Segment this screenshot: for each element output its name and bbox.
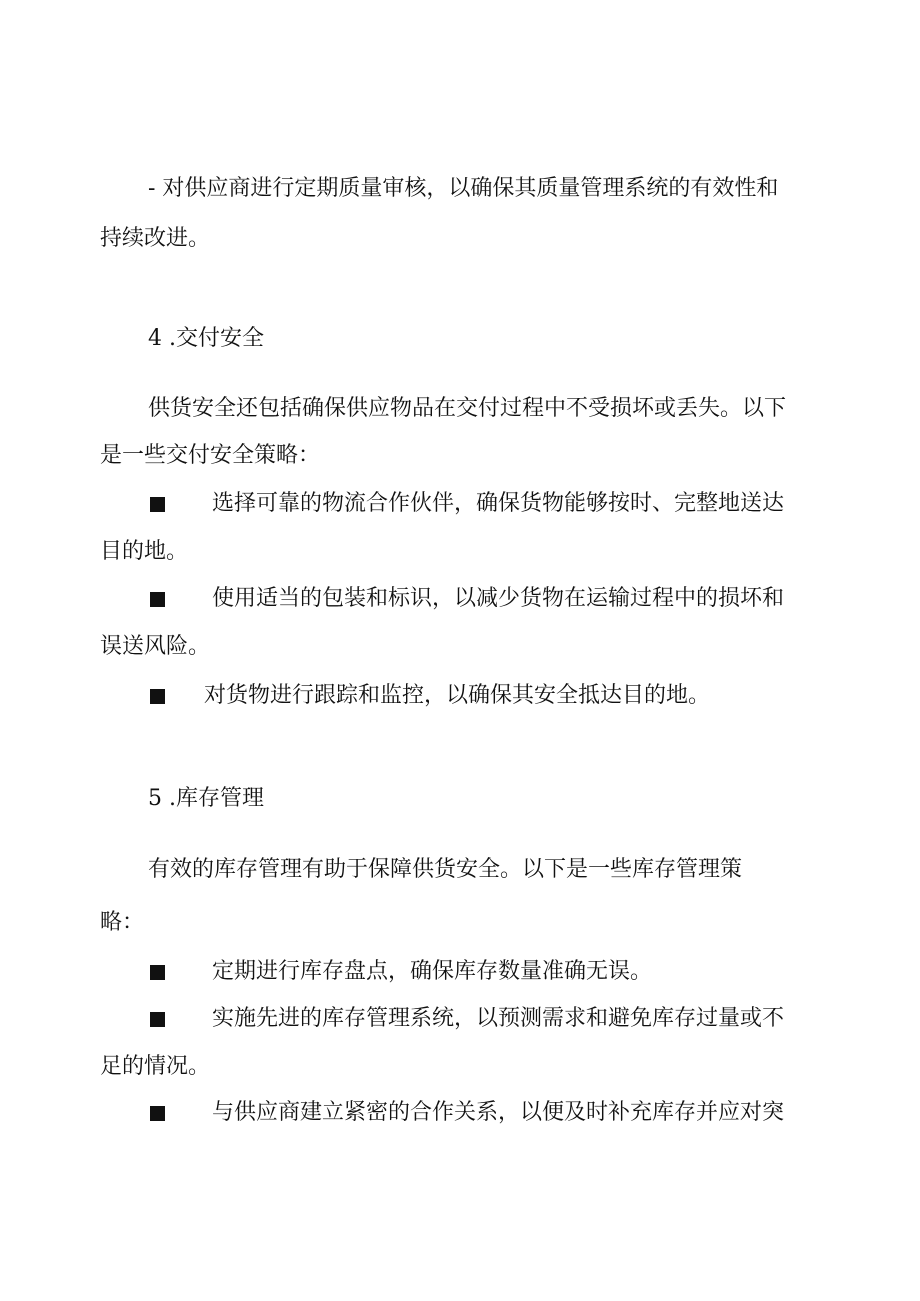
bullet-line: 定期进行库存盘点，确保库存数量准确无误。: [212, 959, 653, 984]
paragraph-line: 略：: [100, 910, 145, 935]
square-bullet-icon: [150, 592, 165, 607]
square-bullet-icon: [150, 689, 165, 704]
bullet-line: 目的地。: [100, 539, 189, 564]
paragraph-line: 持续改进。: [100, 226, 211, 251]
bullet-line: 对货物进行跟踪和监控，以确保其安全抵达目的地。: [204, 683, 711, 708]
paragraph-line: - 对供应商进行定期质量审核，以确保其质量管理系统的有效性和: [148, 176, 779, 201]
square-bullet-icon: [150, 1012, 165, 1027]
bullet-line: 与供应商建立紧密的合作关系，以便及时补充库存并应对突: [212, 1100, 785, 1125]
bullet-line: 使用适当的包装和标识，以减少货物在运输过程中的损坏和: [212, 586, 785, 611]
paragraph-line: 供货安全还包括确保供应物品在交付过程中不受损坏或丢失。以下: [148, 396, 787, 421]
paragraph-line: 有效的库存管理有助于保障供货安全。以下是一些库存管理策: [148, 857, 743, 882]
section-heading: 4 .交付安全: [148, 326, 264, 351]
paragraph-line: 是一些交付安全策略：: [100, 443, 321, 468]
bullet-line: 足的情况。: [100, 1054, 211, 1079]
bullet-line: 选择可靠的物流合作伙伴，确保货物能够按时、完整地送达: [212, 491, 785, 516]
section-heading: 5 .库存管理: [148, 786, 264, 811]
bullet-line: 实施先进的库存管理系统，以预测需求和避免库存过量或不: [212, 1006, 785, 1031]
square-bullet-icon: [150, 1106, 165, 1121]
bullet-line: 误送风险。: [100, 634, 211, 659]
square-bullet-icon: [150, 497, 165, 512]
square-bullet-icon: [150, 965, 165, 980]
